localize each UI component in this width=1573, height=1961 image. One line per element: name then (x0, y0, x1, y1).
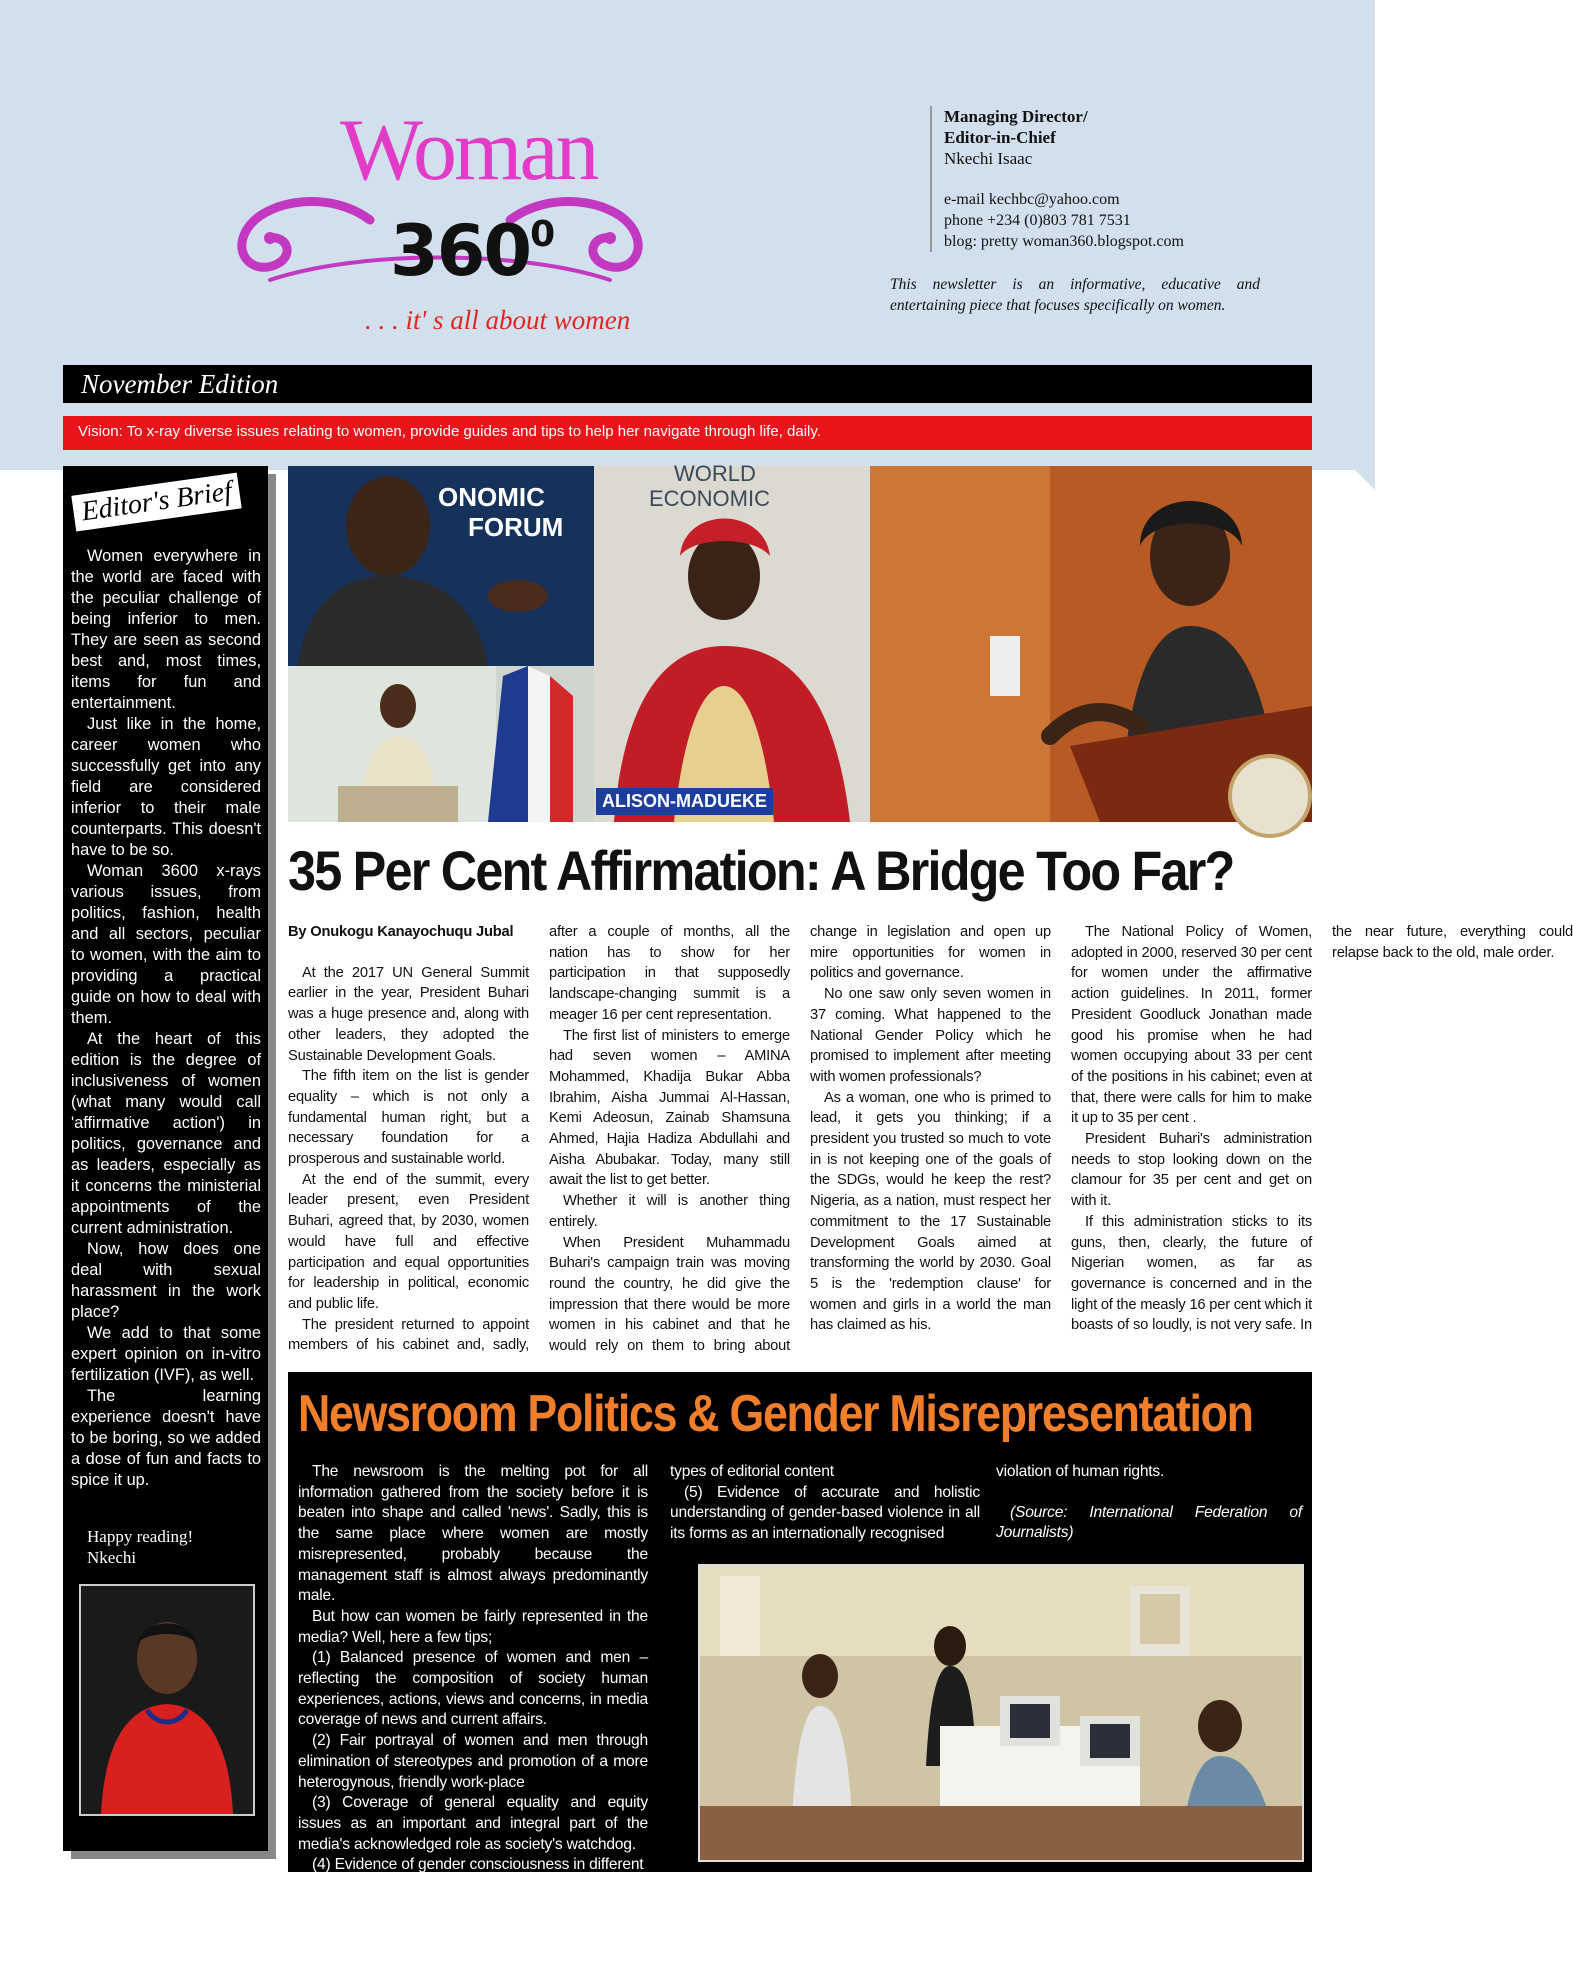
newsroom-paragraph: But how can women be fairly represented in the media? Well, here a few tips; (298, 1607, 648, 1646)
logo (210, 100, 650, 350)
header-background-corner-right (1315, 430, 1375, 490)
masthead-phone: phone +234 (0)803 781 7531 (944, 212, 1131, 229)
masthead-role-2: Editor-in-Chief (944, 128, 1056, 147)
logo-number (390, 210, 553, 292)
wef-sign-text-2: ECONOMIC (649, 486, 770, 511)
photo-speaker-podium (288, 666, 594, 822)
photo-speaker-forum-image-icon (288, 466, 594, 666)
newsroom-paragraph: The newsroom is the melting pot for all information gathered from the society before it is beaten into shape and called 'news'. Sadly, this is the same place where women are mostly misrepresented, probably because the management staff is almost always predominantly male. (298, 1463, 648, 1605)
article-byline: By Onukogu Kanayochuqu Jubal (288, 924, 514, 940)
photo-caption-label: ALISON-MADUEKE (596, 788, 773, 815)
forum-sign-text-2: FORUM (468, 512, 564, 542)
vision-text: Vision: To x-ray diverse issues relating to women, provide guides and tips to help her navigate through life, daily. (78, 423, 821, 440)
logo-word: Woman (340, 102, 597, 199)
photo-minister-red-scarf (594, 461, 870, 822)
masthead-blog: blog: pretty woman360.blogspot.com (944, 233, 1184, 250)
newsroom-paragraph: (4) Evidence of gender consciousness in different (312, 1856, 644, 1874)
editors-brief-text (71, 546, 261, 1491)
edition-label: November Edition (81, 369, 279, 399)
newsroom-section (288, 1372, 1312, 1872)
article-paragraph: The first list of ministers to emerge had seven women – AMINA Mohammed, Khadija Bukar Abba Ibrahim, Aisha Jummai Al-Hassan, Kemi Adeosun, Zainab Shamsuna Ahmed, Hajia Hadiza Abdullahi and Aisha Abubakar. Today, many still await the list to get better. (549, 1027, 790, 1189)
newsroom-column-3 (996, 1462, 1302, 1544)
newsroom-paragraph: (1) Balanced presence of women and men – reflecting the composition of society human experiences, actions, views and concerns, in media coverage of news and current affairs. (298, 1649, 648, 1729)
brief-paragraph: At the heart of this edition is the degree of inclusiveness of women (what many would call 'affirmative action') in politics, governance and as leaders, especially as it concerns the ministerial appointments of the current administration. (71, 1030, 261, 1237)
brief-paragraph: Woman 3600 x-rays various issues, from politics, fashion, health and all sectors, peculiar to women, with the aim to providing a practical guide on how to deal with them. (71, 862, 261, 1027)
forum-sign-text: ONOMIC (438, 482, 545, 512)
brief-signature: Nkechi (87, 1548, 137, 1567)
newsroom-photo (698, 1564, 1304, 1862)
editors-brief-signoff (87, 1526, 193, 1568)
brief-signoff-text: Happy reading! (87, 1527, 194, 1546)
article-paragraph: President Buhari's administration needs to stop looking down on the clamour for 35 per cent and get on with it. (1071, 1131, 1312, 1210)
newsletter-description: This newsletter is an informative, educative and entertaining piece that focuses specifically on women. (890, 276, 1260, 314)
photo-minister-lectern-image-icon (870, 466, 1312, 822)
article-photo-collage (288, 461, 1312, 822)
main-article-headline: 35 Per Cent Affirmation: A Bridge Too Far? (288, 839, 1234, 902)
edition-bar (63, 365, 1312, 403)
editors-brief-title: Editor's Brief (71, 473, 242, 532)
masthead-contact (944, 189, 1274, 252)
wef-sign-text: WORLD (674, 461, 756, 486)
article-paragraph: At the end of the summit, every leader present, even President Buhari, agreed that, by 2030, women would have full and effective participation and equal opportunities for leadership in political, economic and public life. (288, 1171, 529, 1312)
editors-brief-sidebar (63, 466, 268, 1851)
editor-portrait-icon (81, 1586, 253, 1814)
masthead-role-1: Managing Director/ (944, 107, 1088, 126)
article-paragraph: No one saw only seven women in 37 coming. What happened to the National Gender Policy which he promised to implement after meeting with women professionals? (810, 986, 1051, 1085)
photo-speaker-podium-image-icon (288, 666, 594, 822)
editor-photo (79, 1584, 255, 1816)
newsroom-headline: Newsroom Politics & Gender Misrepresentation (298, 1385, 1253, 1443)
vision-bar (63, 416, 1312, 450)
article-paragraph: If this administration sticks to its guns, then, clearly, the future of Nigerian women, as far as governance is concerned and in the light of the measly 16 per cent which it boasts of so loudly, is not very safe. In the near future, everything could relapse back to the old, male order. (1071, 924, 1573, 1334)
newsroom-column-2 (670, 1462, 980, 1545)
newsroom-paragraph: (2) Fair portrayal of women and men through elimination of stereotypes and promotion of a more heterogynous, friendly work-place (298, 1732, 648, 1791)
masthead-name: Nkechi Isaac (944, 149, 1033, 168)
article-paragraph: The National Policy of Women, adopted in 2000, reserved 30 per cent for women under the affirmative action guidelines. In 2011, former President Goodluck Jonathan made good his promise when he had women occupying about 33 per cent of the positions in his cabinet; even at that, there were calls for him to make it up to 35 per cent . (1071, 924, 1312, 1127)
brief-paragraph: Women everywhere in the world are faced with the peculiar challenge of being inferior to men. They are seen as second best and, most times, items for fun and entertainment. (71, 547, 261, 712)
brief-paragraph: The learning experience doesn't have to be boring, so we added a dose of fun and facts to spice it up. (71, 1387, 261, 1489)
photo-speaker-forum (288, 466, 594, 666)
article-paragraph: Whether it will is another thing entirely. (549, 1193, 790, 1230)
brief-paragraph: Now, how does one deal with sexual harassment in the work place? (71, 1240, 261, 1321)
newsroom-column-1 (298, 1462, 648, 1876)
logo-degree: 0 (530, 214, 554, 255)
newsroom-photo-image-icon (700, 1566, 1302, 1860)
newsroom-paragraph: types of editorial content (670, 1463, 834, 1480)
article-paragraph: At the 2017 UN General Summit earlier in the year, President Buhari was a huge presence and, along with other leaders, they adopted the Sustainable Development Goals. (288, 964, 529, 1064)
main-article-body (288, 922, 1573, 1362)
newsroom-paragraph: violation of human rights. (996, 1463, 1165, 1480)
article-paragraph: When President Muhammadu Buhari's campaign train was moving round the country, he did give the impression that there would be more women in his cabinet and that he would rely on them to bring about change in legislation and open up mire opportunities for women in politics and governance. (549, 924, 1051, 1355)
newsroom-source: (Source: International Federation of Journalists) (996, 1503, 1302, 1542)
brief-paragraph: Just like in the home, career women who successfully get into any field are considered inferior to their male counterparts. This doesn't have to be so. (71, 715, 261, 859)
article-paragraph: The president returned to appoint members of his cabinet and, sadly, after a couple of months, all the nation has to show for her participation in that supposedly landscape-changing summit is a meager 16 per cent representation. (288, 924, 790, 1354)
newsroom-paragraph: (5) Evidence of accurate and holistic understanding of gender-based violence in all its forms as an internationally recognised (670, 1483, 980, 1543)
masthead-email: e-mail kechbc@yahoo.com (944, 191, 1120, 208)
logo-number-text: 360 (390, 210, 531, 292)
brief-paragraph: We add to that some expert opinion on in-vitro fertilization (IVF), as well. (71, 1324, 261, 1384)
photo-minister-lectern (870, 466, 1312, 822)
photo-minister-red-scarf-image-icon (594, 461, 870, 822)
article-paragraph: The fifth item on the list is gender equality – which is not only a fundamental human right, but a necessary foundation for a prosperous and sustainable world. (288, 1068, 529, 1168)
logo-tagline: . . . it' s all about women (365, 305, 631, 335)
masthead (930, 106, 1274, 252)
article-paragraph: As a woman, one who is primed to lead, it gets you thinking; if a president you trusted so much to vote in is not keeping one of the goals of the SDGs, would he keep the rest? Nigeria, as a nation, must respect her commitment to the 17 Sustainable Development Goals aimed at transforming the world by 2030. Goal 5 is the 'redemption clause' for women and girls in a world the man has claimed as his. (810, 1089, 1051, 1334)
header-background-corner-left (0, 380, 60, 470)
newsroom-paragraph: (3) Coverage of general equality and equity issues as an important and integral part of the media's acknowledged role as society's watchdog. (298, 1794, 648, 1853)
